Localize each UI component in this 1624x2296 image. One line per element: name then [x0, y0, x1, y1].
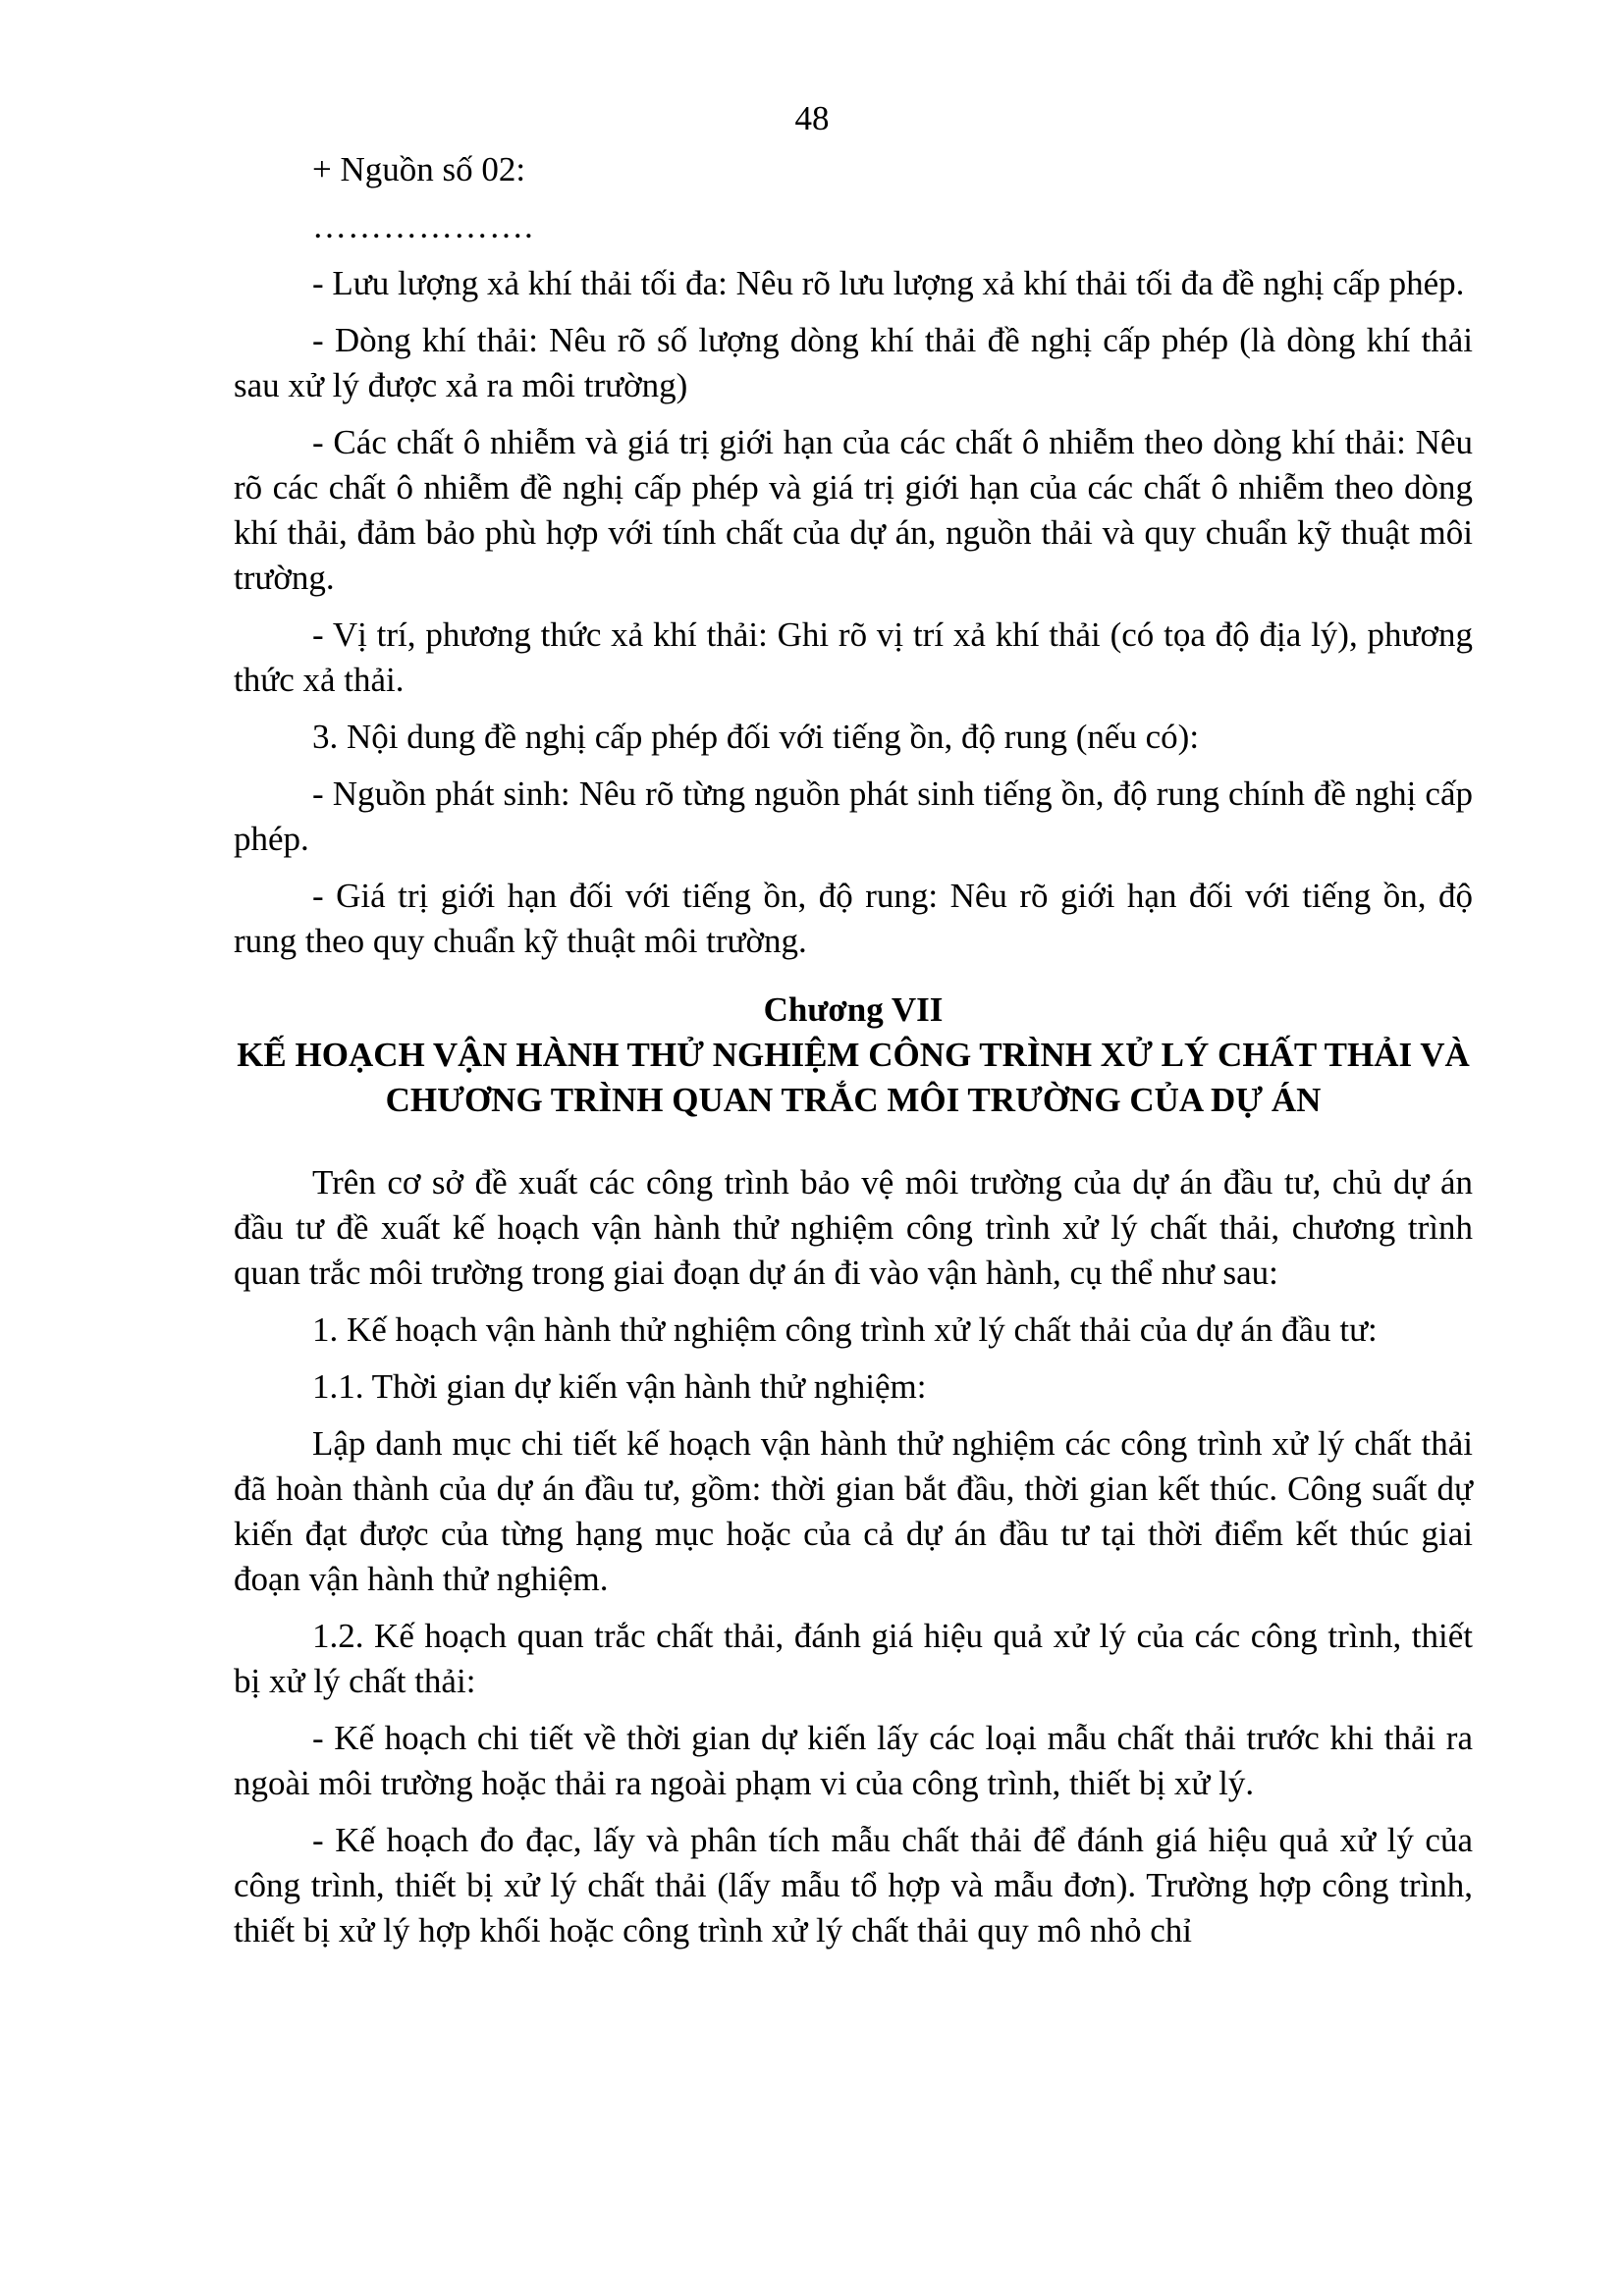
paragraph-max-flow: - Lưu lượng xả khí thải tối đa: Nêu rõ lưu lượng xả khí thải tối đa đề nghị cấp phép.: [312, 264, 1465, 302]
paragraph-noise-heading: 3. Nội dung đề nghị cấp phép đối với tiếng ồn, độ rung (nếu có):: [312, 718, 1200, 756]
chapter-title: KẾ HOẠCH VẬN HÀNH THỬ NGHIỆM CÔNG TRÌNH XỬ LÝ CHẤT THẢI VÀ CHƯƠNG TRÌNH QUAN TRẮC MÔI TRƯỜNG CỦA DỰ ÁN: [237, 1036, 1470, 1119]
paragraph-noise-source: - Nguồn phát sinh: Nêu rõ từng nguồn phát sinh tiếng ồn, độ rung chính đề nghị cấp phép.: [234, 774, 1473, 858]
paragraph-ellipsis: ……………….: [312, 207, 534, 245]
paragraph-pollutants: - Các chất ô nhiễm và giá trị giới hạn của các chất ô nhiễm theo dòng khí thải: Nêu rõ các chất ô nhiễm đề nghị cấp phép và giá trị giới hạn của các chất ô nhiễm theo dòng khí thải, đảm bảo phù hợp với tính chất của dự án, nguồn thải và quy chuẩn kỹ thuật môi trường.: [234, 423, 1473, 597]
paragraph-discharge-location: - Vị trí, phương thức xả khí thải: Ghi rõ vị trí xả khí thải (có tọa độ địa lý), phương thức xả thải.: [234, 615, 1473, 699]
paragraph-measurement-plan: - Kế hoạch đo đạc, lấy và phân tích mẫu chất thải để đánh giá hiệu quả xử lý của công trình, thiết bị xử lý chất thải (lấy mẫu tổ hợp và mẫu đơn). Trường hợp công trình, thiết bị xử lý hợp khối hoặc công trình xử lý chất thải quy mô nhỏ chỉ: [234, 1821, 1473, 1949]
paragraph-intro: Trên cơ sở đề xuất các công trình bảo vệ môi trường của dự án đầu tư, chủ dự án đầu tư đề xuất kế hoạch vận hành thử nghiệm công trình xử lý chất thải, chương trình quan trắc môi trường trong giai đoạn dự án đi vào vận hành, cụ thể như sau:: [234, 1163, 1473, 1292]
chapter-label: Chương VII: [763, 990, 944, 1029]
paragraph-test-schedule: Lập danh mục chi tiết kế hoạch vận hành thử nghiệm các công trình xử lý chất thải đã hoàn thành của dự án đầu tư, gồm: thời gian bắt đầu, thời gian kết thúc. Công suất dự kiến đạt được của từng hạng mục hoặc của cả dự án đầu tư tại thời điểm kết thúc giai đoạn vận hành thử nghiệm.: [234, 1424, 1473, 1598]
paragraph-section-1-2: 1.2. Kế hoạch quan trắc chất thải, đánh giá hiệu quả xử lý của các công trình, thiết bị xử lý chất thải:: [234, 1617, 1473, 1700]
page-number: 48: [794, 99, 830, 137]
paragraph-section-1: 1. Kế hoạch vận hành thử nghiệm công trình xử lý chất thải của dự án đầu tư:: [312, 1310, 1378, 1349]
chapter-heading: [234, 988, 1473, 1123]
paragraph-source-02: + Nguồn số 02:: [312, 150, 526, 188]
page-content: [234, 147, 1473, 1965]
paragraph-noise-limits: - Giá trị giới hạn đối với tiếng ồn, độ rung: Nêu rõ giới hạn đối với tiếng ồn, độ rung theo quy chuẩn kỹ thuật môi trường.: [234, 877, 1473, 960]
paragraph-gas-stream: - Dòng khí thải: Nêu rõ số lượng dòng khí thải đề nghị cấp phép (là dòng khí thải sau xử lý được xả ra môi trường): [234, 321, 1473, 404]
paragraph-section-1-1: 1.1. Thời gian dự kiến vận hành thử nghiệm:: [312, 1367, 927, 1406]
paragraph-sampling-plan: - Kế hoạch chi tiết về thời gian dự kiến lấy các loại mẫu chất thải trước khi thải ra ngoài môi trường hoặc thải ra ngoài phạm vi của công trình, thiết bị xử lý.: [234, 1719, 1473, 1802]
